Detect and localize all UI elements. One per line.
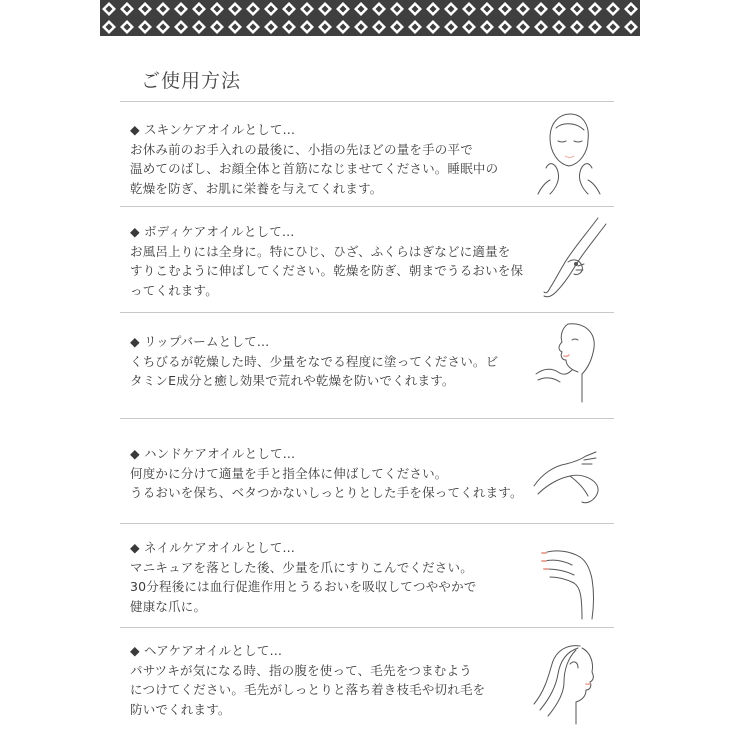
hair-profile-illustration-icon	[528, 638, 608, 726]
item-title: ◆ ネイルケアオイルとして…	[130, 540, 296, 555]
section-divider	[120, 312, 614, 313]
usage-item-hair-care	[130, 641, 530, 719]
usage-item-skin-care	[130, 120, 530, 198]
item-body: 何度かに分けて適量を手と指全体に伸ばしてください。 うるおいを保ち、ベタつかないしっとりとした手を保ってくれます。	[130, 465, 523, 500]
usage-item-body-care	[130, 222, 530, 300]
section-divider	[120, 523, 614, 524]
item-title: ◆ リップバームとして…	[130, 334, 270, 349]
item-title: ◆ ヘアケアオイルとして…	[130, 643, 283, 658]
face-hands-illustration-icon	[528, 108, 608, 196]
item-title: ◆ スキンケアオイルとして…	[130, 122, 296, 137]
section-divider	[120, 101, 614, 102]
nail-hand-illustration-icon	[528, 535, 608, 623]
usage-item-lip-balm	[130, 332, 530, 391]
page-heading: ご使用方法	[141, 70, 242, 92]
section-divider	[120, 206, 614, 207]
lattice-pattern-icon	[100, 0, 640, 36]
lips-profile-illustration-icon	[528, 318, 608, 406]
leg-hand-illustration-icon	[528, 214, 608, 302]
decorative-pattern-band	[100, 0, 640, 36]
usage-item-hand-care	[130, 444, 530, 503]
item-body: くちびるが乾燥した時、少量をなでる程度に塗ってください。ビ タミンE成分と癒し効果で荒れや乾燥を防いでくれます。	[130, 353, 499, 388]
section-divider	[120, 627, 614, 628]
section-divider	[120, 418, 614, 419]
item-title: ◆ ハンドケアオイルとして…	[130, 446, 296, 461]
item-body: マニキュアを落とした後、少量を爪にすりこんでください。 30分程後には血行促進作用とうるおいを吸収してつややかで 健康な爪に。	[130, 559, 477, 614]
item-body: お風呂上りには全身に。特にひじ、ひざ、ふくらはぎなどに適量を すりこむように伸ばしてください。乾燥を防ぎ、朝までうるおいを保 ってくれます。	[130, 243, 524, 298]
item-body: パサツキが気になる時、指の腹を使って、毛先をつまむよう につけてください。毛先がしっとりと落ち着き枝毛や切れ毛を 防いでくれます。	[130, 662, 486, 717]
item-title: ◆ ボディケアオイルとして…	[130, 224, 295, 239]
usage-item-nail-care	[130, 538, 530, 616]
hands-illustration-icon	[528, 430, 608, 518]
item-body: お休み前のお手入れの最後に、小指の先ほどの量を手の平で 温めてのばし、お顔全体と首筋になじませてください。睡眠中の 乾燥を防ぎ、お肌に栄養を与えてくれます。	[130, 141, 499, 196]
